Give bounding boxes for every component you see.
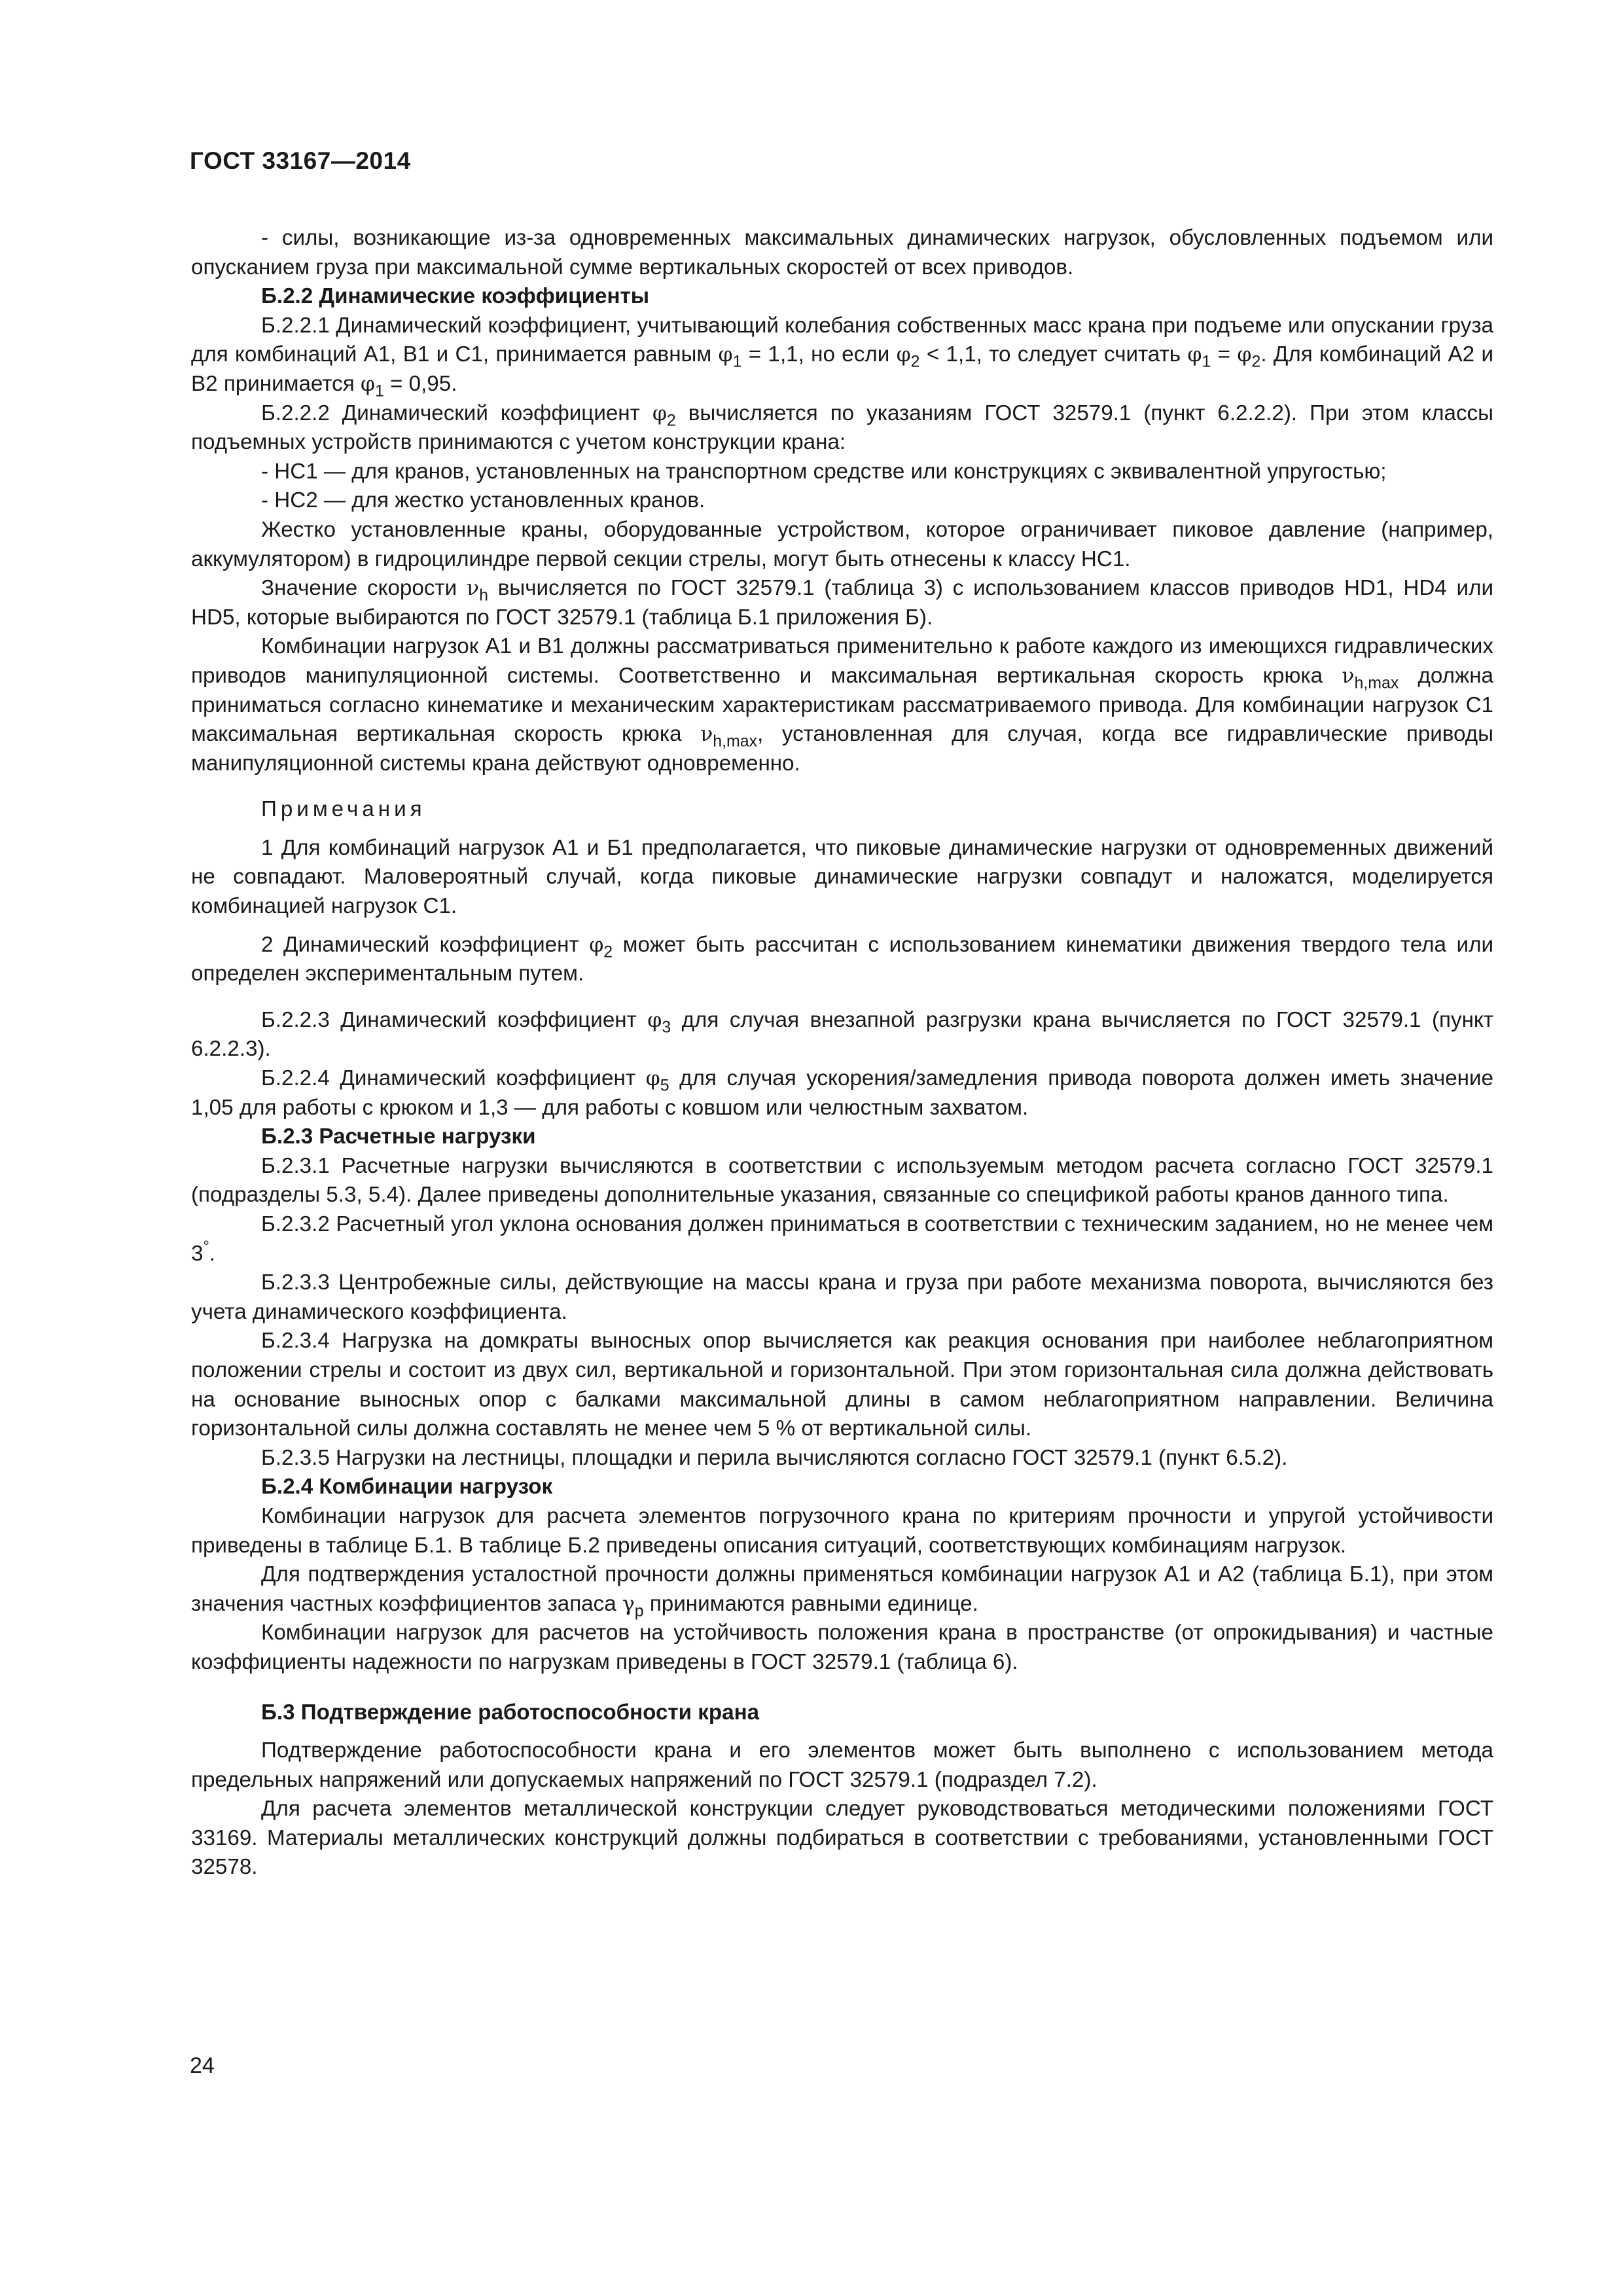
note-2: 2 Динамический коэффициент $\varphi_2$ может быть рассчитан с использованием кинематики движения твердого тела или определен экспериментальным путем. xyxy=(191,932,1493,986)
paragraph-b24-1: Комбинации нагрузок для расчета элементов погрузочного крана по критериям прочности и упругой устойчивости приведены в таблице Б.1. В таблице Б.2 приведены описания ситуаций, соответствующих комбинациям нагрузок. xyxy=(191,1503,1493,1558)
paragraph-b222: Б.2.2.2 Динамический коэффициент $\varphi_2$ вычисляется по указаниям ГОСТ 32579.1 (пункт 6.2.2.2). При этом классы подъемных устройств принимаются с учетом конструкции крана: xyxy=(191,401,1493,455)
paragraph-b224: Б.2.2.4 Динамический коэффициент $\varphi_5$ для случая ускорения/замедления привода поворота должен иметь значение 1,05 для работы с крюком и 1,3 — для работы с ковшом или челюстным захватом. xyxy=(191,1066,1493,1120)
paragraph-b235: Б.2.3.5 Нагрузки на лестницы, площадки и перила вычисляются согласно ГОСТ 32579.1 (пункт 6.5.2). xyxy=(261,1445,1288,1470)
paragraph-b221: Б.2.2.1 Динамический коэффициент, учитывающий колебания собственных масс крана при подъеме или опускании груза для комбинаций А1, В1 и С1, принимается равным $\varphi_1 = 1,1$, но если $\varphi_2 < 1,1$, то следует считать $\varphi_1 = \varphi_2$. Для комбинаций А2 и В2 принимается $\varphi_1 = 0,95$. xyxy=(191,313,1493,401)
paragraph-b223: Б.2.2.3 Динамический коэффициент $\varphi_3$ для случая внезапной разгрузки крана вычисляется по ГОСТ 32579.1 (пункт 6.2.2.3). xyxy=(191,1007,1493,1062)
paragraph-forces: - силы, возникающие из-за одновременных максимальных динамических нагрузок, обусловленных подъемом или опусканием груза при максимальной сумме вертикальных скоростей от всех приводов. xyxy=(191,226,1493,279)
paragraph-combinations: Комбинации нагрузок А1 и В1 должны рассматриваться применительно к работе каждого из имеющихся гидравлических приводов манипуляционной системы. Соответственно и максимальная вертикальная скорость крюка $\nu_{h,max}$ должна приниматься согласно кинематике и механическим характеристикам рассматриваемого привода. Для комбинации нагрузок С1 максимальная вертикальная скорость крюка $\nu_{h,max}$, установленная для случая, когда все гидравлические приводы манипуляционной системы крана действуют одновременно. xyxy=(191,634,1493,776)
document-code-header: ГОСТ 33167—2014 xyxy=(190,147,411,174)
heading-b22: Б.2.2 Динамические коэффициенты xyxy=(261,284,650,309)
paragraph-b232: Б.2.3.2 Расчетный угол уклона основания должен приниматься в соответствии с техническим заданием, но не менее чем 3°. xyxy=(191,1212,1493,1266)
notes-title: Примечания xyxy=(261,797,426,822)
heading-b3: Б.3 Подтверждение работоспособности крана xyxy=(261,1700,760,1725)
heading-b23: Б.2.3 Расчетные нагрузки xyxy=(261,1124,536,1149)
list-item-hc1: - НС1 — для кранов, установленных на транспортном средстве или конструкциях с эквивалентной упругостью; xyxy=(261,459,1387,484)
paragraph-b233: Б.2.3.3 Центробежные силы, действующие на массы крана и груза при работе механизма поворота, вычисляются без учета динамического коэффициента. xyxy=(191,1270,1493,1324)
list-item-hc2: - НС2 — для жестко установленных кранов. xyxy=(261,488,705,513)
note-1: 1 Для комбинаций нагрузок А1 и Б1 предполагается, что пиковые динамические нагрузки от одновременных движений не совпадают. Маловероятный случай, когда пиковые динамические нагрузки совпадут и наложатся, моделируется комбинацией нагрузок С1. xyxy=(191,835,1493,919)
paragraph-rigid-cranes: Жестко установленные краны, оборудованные устройством, которое ограничивает пиковое давление (например, аккумулятором) в гидроцилиндре первой секции стрелы, могут быть отнесены к классу НС1. xyxy=(191,517,1493,571)
paragraph-speed: Значение скорости $\nu_h$ вычисляется по ГОСТ 32579.1 (таблица 3) с использованием классов приводов HD1, HD4 или HD5, которые выбираются по ГОСТ 32579.1 (таблица Б.1 приложения Б). xyxy=(191,576,1493,630)
paragraph-b234: Б.2.3.4 Нагрузка на домкраты выносных опор вычисляется как реакция основания при наиболее неблагоприятном положении стрелы и состоит из двух сил, вертикальной и горизонтальной. При этом горизонтальная сила должна действовать на основание выносных опор с балками максимальной длины в самом неблагоприятном направлении. Величина горизонтальной силы должна составлять не менее чем 5 % от вертикальной силы. xyxy=(191,1329,1493,1441)
paragraph-b231: Б.2.3.1 Расчетные нагрузки вычисляются в соответствии с используемым методом расчета согласно ГОСТ 32579.1 (подразделы 5.3, 5.4). Далее приведены дополнительные указания, связанные со спецификой работы кранов данного типа. xyxy=(191,1153,1493,1208)
paragraph-b3-1: Подтверждение работоспособности крана и его элементов может быть выполнено с использованием метода предельных напряжений или допускаемых напряжений по ГОСТ 32579.1 (подраздел 7.2). xyxy=(191,1738,1493,1792)
heading-b24: Б.2.4 Комбинации нагрузок xyxy=(261,1475,553,1499)
paragraph-b24-2: Для подтверждения усталостной прочности должны применяться комбинации нагрузок А1 и А2 (таблица Б.1), при этом значения частных коэффициентов запаса $\gamma_p$ принимаются равными единице. xyxy=(191,1562,1493,1621)
document-body xyxy=(191,224,1493,1882)
page-number: 24 xyxy=(190,2053,215,2078)
paragraph-b3-2: Для расчета элементов металлической конструкции следует руководствоваться методическими положениями ГОСТ 33169. Материалы металлических конструкций должны подбираться в соответствии с требованиями, установленными ГОСТ 32578. xyxy=(191,1797,1493,1880)
paragraph-b24-3: Комбинации нагрузок для расчетов на устойчивость положения крана в пространстве (от опрокидывания) и частные коэффициенты надежности по нагрузкам приведены в ГОСТ 32579.1 (таблица 6). xyxy=(191,1621,1493,1674)
